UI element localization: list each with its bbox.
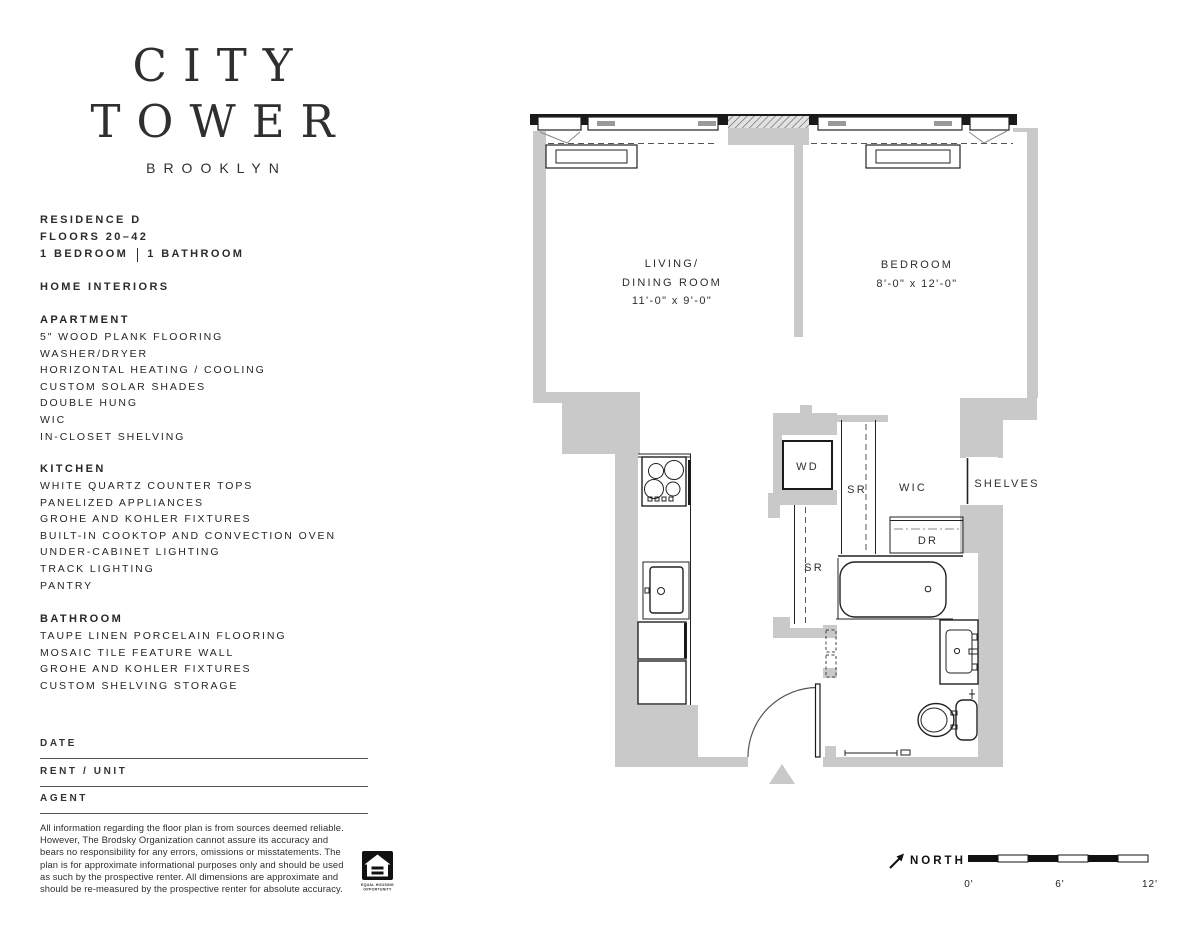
living-room-dims: 11'-0" x 9'-0" <box>631 295 713 307</box>
residence-name: RESIDENCE D <box>40 214 142 226</box>
section-title: BATHROOM <box>40 613 124 625</box>
bathroom <box>836 558 978 756</box>
equal-housing-text1: EQUAL HOUSING <box>361 883 394 887</box>
toilet-tank <box>956 700 977 740</box>
list-item: MOSAIC TILE FEATURE WALL <box>40 646 235 659</box>
list-item: HORIZONTAL HEATING / COOLING <box>40 364 266 377</box>
list-item: PANTRY <box>40 579 94 592</box>
list-item: IN-CLOSET SHELVING <box>40 430 186 443</box>
hvac-unit <box>546 145 637 168</box>
list-item: UNDER-CABINET LIGHTING <box>40 546 221 559</box>
field-label: RENT / UNIT <box>40 766 128 777</box>
list-item: PANELIZED APPLIANCES <box>40 496 204 509</box>
north-label: NORTH <box>910 855 966 867</box>
window <box>970 117 1009 130</box>
equal-housing-logo <box>361 851 394 892</box>
list-item: GROHE AND KOHLER FIXTURES <box>40 663 252 676</box>
scale-bar <box>964 855 1158 890</box>
home-interiors-title: HOME INTERIORS <box>40 281 170 293</box>
brand-line1: CITY <box>132 39 309 92</box>
list-item: TRACK LIGHTING <box>40 562 155 575</box>
scale-tick-12: 12' <box>1141 879 1159 890</box>
refrigerator <box>638 661 686 704</box>
wic-label: WIC <box>899 482 927 494</box>
bathtub <box>840 562 946 617</box>
section-title: KITCHEN <box>40 463 106 475</box>
sr-upper-label: SR <box>847 484 867 496</box>
bedroom-dims: 8'-0" x 12'-0" <box>876 278 958 290</box>
list-item: WASHER/DRYER <box>40 347 148 360</box>
list-item: TAUPE LINEN PORCELAIN FLOORING <box>40 630 287 642</box>
door-leaf <box>816 684 821 757</box>
living-room-label2: DINING ROOM <box>622 277 722 289</box>
bedroom-count: 1 BEDROOM <box>40 248 129 260</box>
list-item: BUILT-IN COOKTOP AND CONVECTION OVEN <box>40 529 336 542</box>
list-item: WHITE QUARTZ COUNTER TOPS <box>40 480 254 492</box>
living-room-label: LIVING/ <box>644 258 700 270</box>
field-label: AGENT <box>40 793 88 804</box>
bathroom-count: 1 BATHROOM <box>147 248 245 260</box>
wd-label: WD <box>796 461 819 473</box>
brand-city: BROOKLYN <box>146 160 287 176</box>
dishwasher <box>638 622 686 659</box>
compass <box>890 854 966 869</box>
scale-tick-6: 6' <box>1055 879 1065 890</box>
entry-arrow <box>769 764 795 784</box>
bedroom-label: BEDROOM <box>880 259 954 271</box>
masonry-hatch <box>728 116 809 128</box>
list-item: CUSTOM SOLAR SHADES <box>40 380 207 393</box>
kitchen <box>638 454 691 705</box>
field-label: DATE <box>40 738 77 749</box>
list-item: WIC <box>40 413 67 426</box>
dr-label: DR <box>917 535 939 547</box>
brand-line2: TOWER <box>90 95 351 148</box>
list-item: GROHE AND KOHLER FIXTURES <box>40 513 252 526</box>
list-item: DOUBLE HUNG <box>40 397 138 410</box>
list-item: CUSTOM SHELVING STORAGE <box>40 679 239 692</box>
door-swing-arc <box>748 688 818 758</box>
scale-tick-0: 0' <box>964 879 974 890</box>
list-item: 5" WOOD PLANK FLOORING <box>40 331 224 343</box>
entry-door <box>748 684 820 757</box>
hvac-unit <box>866 145 960 168</box>
equal-housing-text2: OPPORTUNITY <box>363 887 392 892</box>
window <box>538 117 581 130</box>
residence-floors: FLOORS 20–42 <box>40 231 149 243</box>
section-title: APARTMENT <box>40 314 130 326</box>
paper-holder <box>901 750 910 755</box>
disclaimer-text: All information regarding the floor plan is from sources deemed reliable. However, The Brodsky Organization cannot assure its accuracy and bears no responsibility for any errors, omissions or misstatements. The plan is for approximate informational purposes only and should be used as such by the prospective renter. All dimensions are approximate and should be re-measured by the prospective renter for absolute accuracy. <box>40 822 344 895</box>
shelves-label: SHELVES <box>974 478 1040 490</box>
sr-lower-label: SR <box>804 562 824 574</box>
